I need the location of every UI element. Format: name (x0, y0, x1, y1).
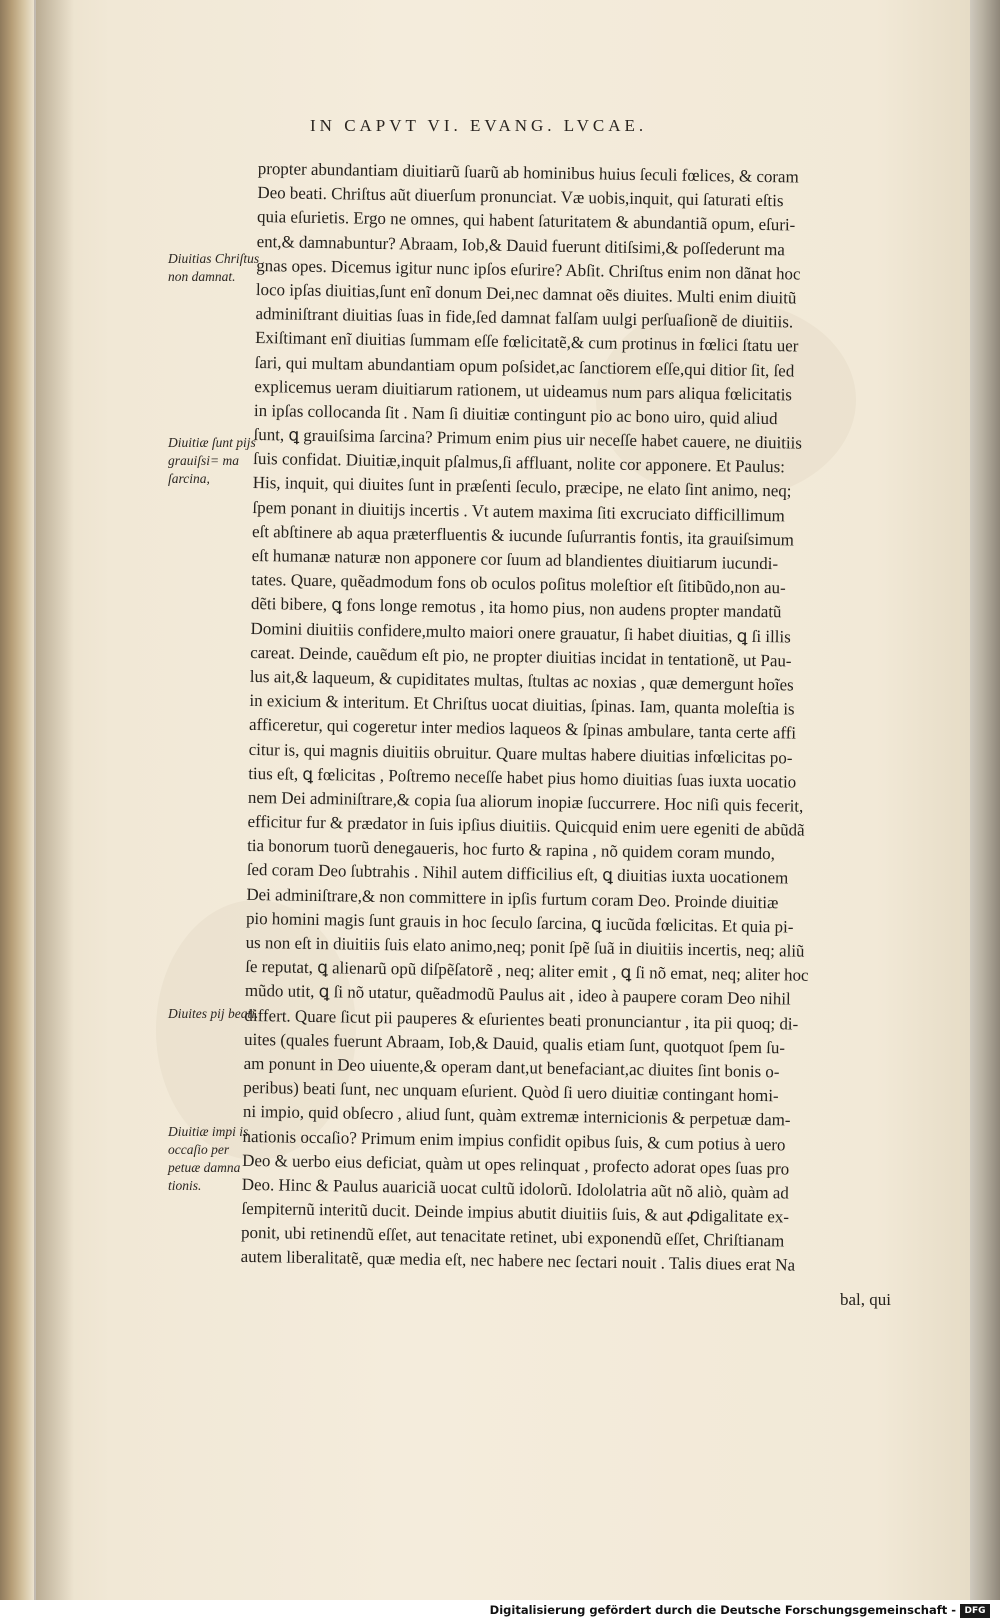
text-line: ent,& damnabuntur? Abraam, Iob,& Dauid fuerunt ditiſsimi,& poſſederunt ma (256, 231, 786, 259)
text-line: dẽti bibere, ꝗ fons longe remotus , ita homo pius, non audens propter mandatũ (250, 594, 782, 622)
text-line: explicemus ueram diuitiarum rationem, ut uideamus num pars aliqua fœlicitatis (254, 376, 793, 405)
text-line: propter abundantiam diuitiarũ ſuarũ ab hominibus huius ſeculi fœlices, & coram (257, 158, 799, 187)
text-line: am ponunt in Deo uiuente,& operam dant,ut benefaciant,ac diuites ſint bonis o- (243, 1053, 780, 1082)
text-line: tates. Quare, quẽadmodum fons ob oculos poſitus moleſtior eſt ſitibũdo,non au- (251, 570, 786, 598)
text-line: ſari, qui multam abundantiam opum poſsidet,ac ſanctiorem eſſe,qui ditior ſit, ſed (254, 352, 795, 380)
text-line: ſe reputat, ꝗ alienarũ opũ diſpẽſatorẽ , neq; aliter emit , ꝗ ſi nõ emat, neq; aliter hoc (245, 957, 809, 985)
gutter-shadow (34, 0, 74, 1600)
text-line: ſempiternũ interitũ ducit. Deinde impius abutit diuitiis ſuis, & aut ꝓdigalitate ex- (241, 1198, 790, 1227)
text-line: differt. Quare ſicut pii pauperes & eſurientes beati pronunciantur , ita pii quoq; di- (244, 1005, 799, 1034)
text-line: Dei adminiſtrare,& non committere in ipſis furtum coram Deo. Proinde diuitiæ (246, 884, 779, 912)
text-line: in ipſas collocanda ſit . Nam ſi diuitiæ contingunt pio ac bono uiro, quid aliud (253, 400, 778, 429)
footer-banner (0, 1600, 1000, 1623)
margin-note-4: Diuitiæ impi is occaſio per petuæ damna tionis. (168, 1124, 249, 1193)
footer-credit: Digitalisierung gefördert durch die Deutsche Forschungsgemeinschaft - (489, 1603, 956, 1617)
text-line: ſuis confidat. Diuitiæ,inquit pſalmus,ſi affluant, nolite cor apponere. Et Paulus: (253, 449, 786, 477)
text-line: Domini diuitiis confidere,multo maiori onere grauatur, ſi habet diuitias, ꝗ ſi illis (250, 618, 791, 646)
body-text (241, 157, 908, 1280)
running-head: IN CAPVT VI. EVANG. LVCAE. (310, 116, 648, 135)
text-line: pio homini magis ſunt grauis in hoc ſeculo ſarcina, ꝗ iucũda fœlicitas. Et quia pi- (245, 908, 794, 937)
text-line: in exicium & interitum. Et Chriſtus uocat diuitias, ſpinas. Iam, quanta moleſtia is (249, 691, 795, 719)
catchword: bal, qui (840, 1290, 891, 1309)
margin-note-3: Diuites pij beati. (168, 1006, 259, 1021)
text-line: adminiſtrant diuitias ſuas in fide,ſed damnat falſam uulgi perſuaſionẽ de diuitiis. (255, 304, 794, 332)
text-line: uites (quales fuerunt Abraam, Iob,& Dauid, qualis etiam ſunt, quotquot ſpem ſu- (243, 1029, 786, 1058)
text-line: nem Dei adminiſtrare,& copia ſua aliorum inopiæ ſuccurrere. Hoc niſi quis fecerit, (247, 787, 804, 816)
text-line: autem liberalitatẽ, quæ media eſt, nec habere nec ſectari nouit . Talis diues erat Na (240, 1247, 796, 1276)
text-line: peribus) beati ſunt, nec unquam eſurient. Quòd ſi uero diuitiæ contingant homi- (243, 1078, 779, 1106)
text-line: us non eſt in diuitiis ſuis elato animo,neq; ponit ſpẽ ſuã in diuitiis incertis, neq; aliũ (245, 932, 805, 961)
dfg-logo: DFG (960, 1604, 990, 1618)
text-line: mũdo utit, ꝗ ſi nõ utatur, quẽadmodũ Paulus ait , ideo à paupere coram Deo nihil (244, 981, 791, 1009)
text-line: eſt humanæ naturæ non apponere cor ſuum ad blandientes diuitiarum iucundi- (251, 545, 779, 574)
text-line: afficeretur, qui cogeretur inter medios laqueos & ſpinas ambulare, tanta certe affi (248, 715, 797, 743)
text-line: Exiſtimant enĩ diuitias ſummam eſſe fœlicitatẽ,& cum protinus in fœlici ſtatu uer (255, 328, 799, 356)
text-line: ni impio, quid obſecro , aliud ſunt, quàm extremæ internicionis & perpetuæ dam- (242, 1102, 791, 1130)
margin-note-1: Diuitias Chriſtus non damnat. (168, 251, 260, 284)
text-line: His, inquit, qui diuites ſunt in præſenti ſeculo, præcipe, ne elato ſint animo, neq; (252, 473, 792, 501)
text-line: tius eſt, ꝗ fœlicitas , Poſtremo neceſſe habet pius homo diuitias ſuas iuxta uocatio (248, 763, 797, 792)
text-line: loco ipſas diuitias,ſunt enĩ donum Dei,nec damnat oẽs diuites. Multi enim diuitũ (255, 279, 797, 308)
text-line: ponit, ubi retinendũ eſſet, aut tenacitate retinet, ubi exponendũ eſſet, Chriſtianam (240, 1223, 785, 1251)
text-line: efficitur fur & prædator in ſuis ipſius diuitiis. Quicquid enim uere egeniti de abũdã (247, 811, 805, 840)
text-line: ſed coram Deo ſubtrahis . Nihil autem difficilius eſt, ꝗ diuitias iuxta uocationem (246, 860, 789, 888)
text-line: Deo. Hinc & Paulus auariciã uocat cultũ idolorũ. Idololatria aũt nõ aliò, quàm ad (241, 1174, 789, 1203)
text-line: nationis occaſio? Primum enim impius confidit opibus ſuis, & cum potius à uero (242, 1126, 786, 1154)
text-line: lus ait,& laqueum, & cupiditates multas, ſtultas ac noxias , quæ demergunt hoĩes (249, 666, 794, 695)
text-line: Deo beati. Chriſtus aũt diuerſum pronunciat. Væ uobis,inquit, qui ſaturati eſtis (257, 183, 784, 211)
text-line: citur is, qui magnis diuitiis obruitur. Quare multas habere diuitias infœlicitas po- (248, 739, 793, 767)
page-edges (970, 0, 1000, 1600)
text-line: tia bonorum tuorũ denegaueris, hoc furto & rapina , nõ quidem coram mundo, (247, 836, 776, 864)
text-line: ſpem ponant in diuitijs incertis . Vt autem maxima ſiti excruciato difficillimum (252, 497, 785, 525)
text-line: quia eſurietis. Ergo ne omnes, qui habent ſaturitatem & abundantiã opum, eſuri- (256, 207, 796, 235)
text-line: gnas opes. Dicemus igitur nunc ipſos eſurire? Abſit. Chriſtus enim non dãnat hoc (256, 255, 801, 284)
text-line: ſunt, ꝗ grauiſsima ſarcina? Primum enim pius uir neceſſe habet cauere, ne diuitiis (253, 425, 803, 453)
text-line: eſt abſtinere ab aqua præterfluentis & iucunde ſuſurrantis fontis, ita grauiſsimum (251, 521, 795, 550)
book-binding (0, 0, 34, 1600)
margin-note-2: Diuitiæ ſunt pijs grauiſsi= ma ſarcina, (168, 435, 256, 486)
text-line: careat. Deinde, cauẽdum eſt pio, ne propter diuitias incidat in tentationẽ, ut Pau- (250, 642, 792, 671)
text-line: Deo & uerbo eius deficiat, quàm ut opes relinquat , profecto adorat opes ſuas pro (242, 1150, 790, 1179)
